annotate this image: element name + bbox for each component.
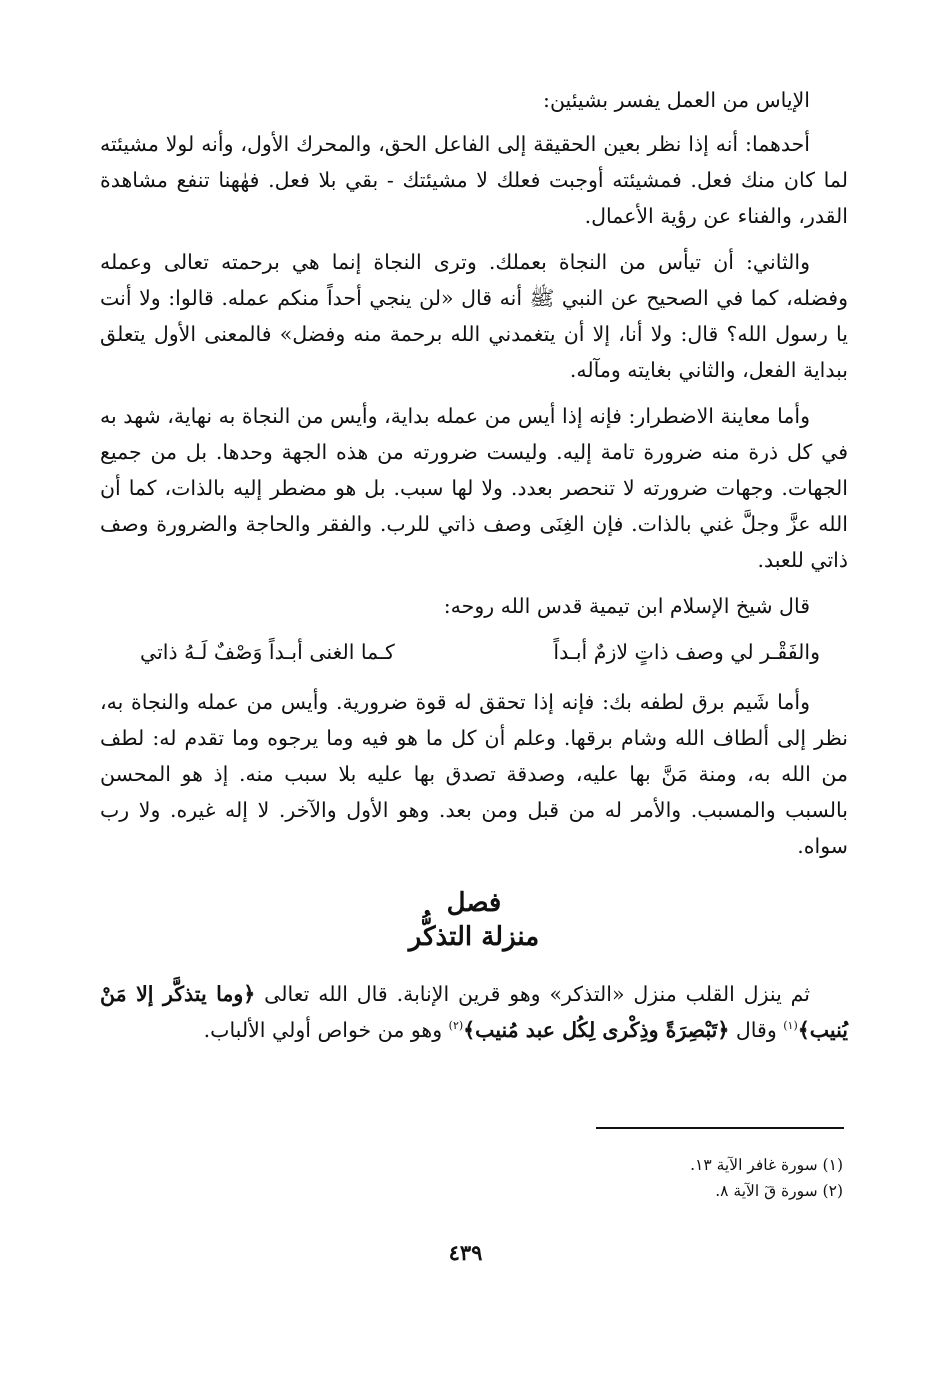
section-heading: فصل — [446, 888, 502, 918]
verse-first-hemistich: والفَقْـر لي وصف ذاتٍ لازمٌ أبـداً — [553, 640, 820, 664]
paragraph-second-meaning: والثاني: أن تيأس من النجاة بعملك. وترى النجاة إنما هي برحمته تعالى وعمله وفضله، كما في الصحيح عن النبي ﷺ أنه قال «لن ينجي أحداً منكم عمله. قالوا: ولا أنت يا رسول الله؟ قال: ولا أنا، إلا أن يتغمدني الله برحمة منه وفضل» فالمعنى الأول يتعلق ببداية الفعل، والثاني بغايته ومآله. — [100, 250, 848, 382]
remembrance-text-c: وهو من خواص أولي الألباب. — [203, 1018, 449, 1042]
paragraph-remembrance — [100, 976, 848, 1048]
page-number: ٤٣٩ — [448, 1240, 483, 1265]
footnote-1: (١) سورة غافر الآية ١٣. — [690, 1156, 843, 1174]
footnote-ref-2: (٢) — [448, 1019, 464, 1033]
quran-quote-2: ﴿تَبْصِرَةً وذِكْرى لِكُل عبد مُنيب﴾ — [463, 1018, 730, 1042]
quran-quote-1: ﴿وما يتذكَّر إلا مَنْ يُنيب﴾ — [100, 982, 848, 1042]
remembrance-text-a: ثم ينزل القلب منزل «التذكر» وهو قرين الإنابة. قال الله تعالى — [255, 982, 810, 1006]
paragraph-grace: وأما شَيم برق لطفه بك: فإنه إذا تحقق له قوة ضرورية. وأيس من عمله والنجاة به، نظر إلى ألطاف الله وشام برقها. وعلم أن كل ما هو فيه وما يرجوه وما تقدم له: لطف من الله به، ومنة مَنَّ بها عليه، وصدقة تصدق بها عليه بلا سبب منه. إذ هو المحسن بالسبب والمسبب. والأمر له من قبل ومن بعد. وهو الأول والآخر. لا إله غيره. ولا رب سواه. — [100, 690, 848, 858]
remembrance-text-b: وقال — [729, 1018, 784, 1042]
main-text-column — [100, 82, 848, 1058]
paragraph-ibn-taymiyyah-quote: قال شيخ الإسلام ابن تيمية قدس الله روحه: — [443, 594, 810, 618]
section-subheading: منزلة التذكُّر — [408, 922, 540, 952]
poetry-verse — [100, 634, 848, 670]
footnote-2: (٢) سورة قٓ الآية ٨. — [715, 1182, 843, 1200]
footnotes — [443, 1152, 843, 1204]
footnote-divider — [596, 1127, 844, 1129]
verse-second-hemistich: كـما الغنى أبـداً وَصْفٌ لَـهُ ذاتي — [140, 640, 395, 664]
paragraph-intro: الإياس من العمل يفسر بشيئين: — [543, 88, 810, 112]
footnote-ref-1: (١) — [783, 1019, 798, 1033]
paragraph-necessity: وأما معاينة الاضطرار: فإنه إذا أيس من عمله بداية، وأيس من النجاة به نهاية، شهد به في كل ذرة منه ضرورة تامة إليه. وليست ضرورته من هذه الجهة وحدها. بل من جميع الجهات. وجهات ضرورته لا تنحصر بعدد. ولا لها سبب. بل هو مضطر إليه بالذات، كما أن الله عزَّ وجلَّ غني بالذات. فإن الغِنَى وصف ذاتي للرب. والفقر والحاجة والضرورة وصف ذاتي للعبد. — [100, 404, 849, 572]
paragraph-first-meaning: أحدهما: أنه إذا نظر بعين الحقيقة إلى الفاعل الحق، والمحرك الأول، وأنه لولا مشيئته لما كان منك فعل. فمشيئته أوجبت فعلك لا مشيئتك - بقي بلا فعل. فهٰهنا تنفع مشاهدة القدر، والفناء عن رؤية الأعمال. — [100, 132, 848, 228]
